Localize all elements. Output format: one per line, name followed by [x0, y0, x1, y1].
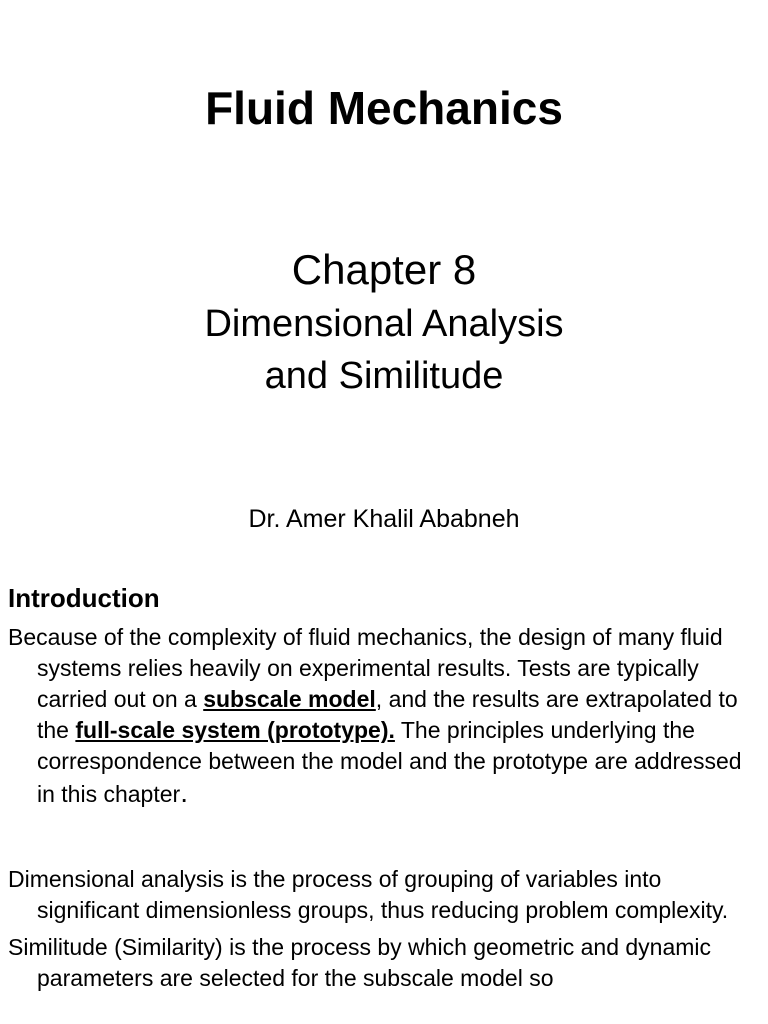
intro-paragraph-3: Similitude (Similarity) is the process by which geometric and dynamic parameters are selected for the subscale model so [8, 934, 712, 991]
chapter-label: Chapter 8 [291, 246, 477, 293]
section-heading: Introduction [8, 583, 160, 613]
p1-text-3: The principles underlying the correspondence between the model and the prototype are addressed in this chapter [37, 717, 742, 807]
p1-text-2: , and the results are extrapolated to the [37, 686, 738, 743]
subtitle-line-2: and Similitude [264, 355, 504, 397]
author-name: Dr. Amer Khalil Ababneh [248, 505, 520, 533]
chapter-subtitle [0, 298, 768, 402]
prototype-term: full-scale system (prototype). [75, 717, 395, 743]
p1-text-1: Because of the complexity of fluid mechanics, the design of many fluid systems relies heavily on experimental results. Tests are typically carried out on a [8, 624, 723, 712]
intro-paragraph-2: Dimensional analysis is the process of grouping of variables into significant dimensionless groups, thus reducing problem complexity. [8, 866, 729, 923]
p1-period: . [180, 777, 188, 808]
intro-paragraph-1 [8, 622, 760, 810]
subtitle-line-1: Dimensional Analysis [204, 303, 564, 345]
introduction-section [8, 580, 760, 994]
subscale-model-term: subscale model [203, 686, 376, 712]
document-title: Fluid Mechanics [205, 82, 563, 134]
